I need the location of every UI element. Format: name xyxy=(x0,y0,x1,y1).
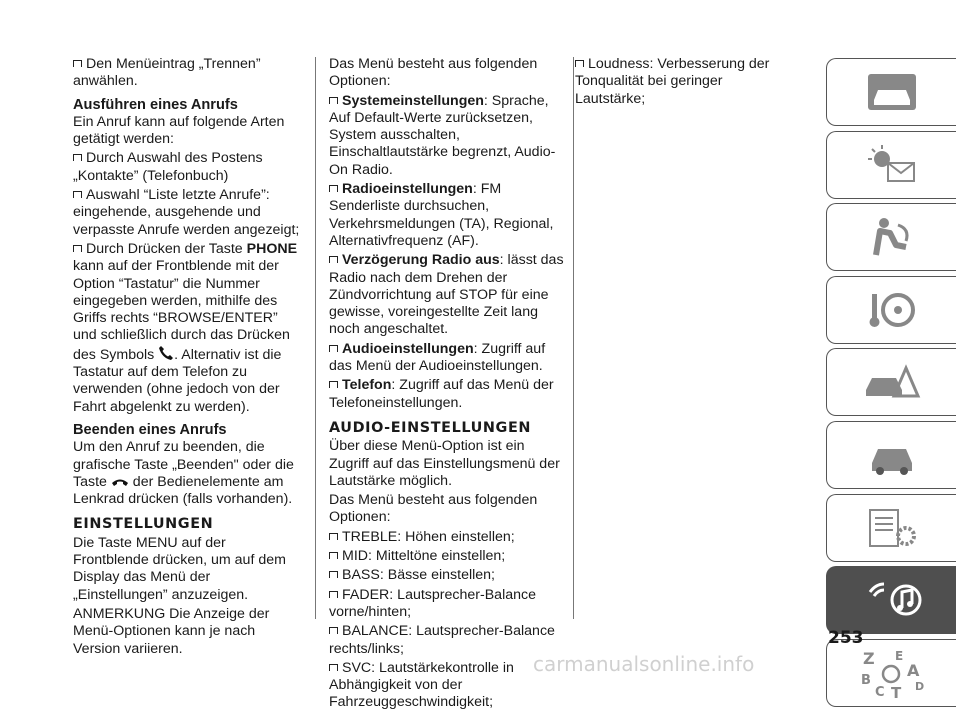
bullet-item: Systemeinstellungen: Sprache, Auf Default-Werte zurücksetzen, System ausschalten, Einschaltlautstärke begrenzt, Audio-On Radio. xyxy=(329,92,556,178)
multimedia-music-icon xyxy=(862,578,922,622)
bullet-item: SVC: Lautstärkekontrolle in Abhängigkeit von der Fahrzeuggeschwindigkeit; xyxy=(329,659,514,711)
tab-lights[interactable] xyxy=(826,131,956,199)
settings-document-icon xyxy=(862,506,922,550)
alphabetical-index-icon xyxy=(857,646,927,700)
bullet-icon xyxy=(73,191,82,198)
bullet-item: Radioeinstellungen: FM Senderliste durchsuchen, Verkehrsmeldungen (TA), Regional, Alternativfrequenz (AF). xyxy=(329,181,554,249)
bullet-icon xyxy=(329,571,338,578)
bullet-icon xyxy=(73,154,82,161)
bullet-icon xyxy=(329,664,338,671)
index-letter: Z xyxy=(862,648,875,668)
paragraph: Das Menü besteht aus folgenden Optionen: xyxy=(329,492,538,526)
heading-end-call: Beenden eines Anrufs xyxy=(73,421,227,438)
car-service-icon xyxy=(862,433,922,477)
tab-maintenance[interactable] xyxy=(826,421,956,489)
bullet-icon xyxy=(329,185,338,192)
bullet-item: Durch Drücken der Taste PHONE kann auf der Frontblende mit der Option “Tastatur” die Nummer eingegeben werden, mithilfe des Griffs rechts “BROWSE/ENTER” und schließlich durch das Drücken des Symbols . Alternativ ist die Tastatur auf dem Telefon zu verwenden (ohne jedoch von der Fahrt abgelenkt zu werden). xyxy=(73,240,298,415)
bullet-icon xyxy=(329,552,338,559)
bullet-item: MID: Mitteltöne einstellen; xyxy=(329,548,565,565)
bullet-icon xyxy=(329,533,338,540)
paragraph: Das Menü besteht aus folgenden Optionen: xyxy=(329,56,538,90)
tab-index[interactable] xyxy=(826,639,956,707)
column-1 xyxy=(73,56,303,660)
chapter-tabs xyxy=(826,58,956,711)
bullet-item: BALANCE: Lautsprecher-Balance rechts/links; xyxy=(329,623,555,657)
seat-airbag-icon xyxy=(862,215,922,259)
paragraph: Über diese Menü-Option ist ein Zugriff auf das Einstellungsmenü der Lautstärke möglich. xyxy=(329,438,560,489)
car-dashboard-icon xyxy=(862,70,922,114)
bullet-item: BASS: Bässe einstellen; xyxy=(329,567,565,584)
footer-watermark: carmanualsonline.info xyxy=(533,652,755,676)
bullet-icon xyxy=(329,97,338,104)
page-number: 253 xyxy=(828,628,864,648)
note-paragraph: ANMERKUNG Die Anzeige der Menü-Optionen kann je nach Version variieren. xyxy=(73,605,270,657)
heading-audio-settings: AUDIO-EINSTELLUNGEN xyxy=(329,419,532,436)
heading-settings: EINSTELLUNGEN xyxy=(73,516,214,533)
bullet-item: Verzögerung Radio aus: lässt das Radio nach dem Drehen der Zündvorrichtung auf STOP für eine gewisse, voreingestellte Zeit lang noch angeschaltet. xyxy=(329,252,564,338)
index-letter: A xyxy=(906,660,919,680)
bullet-item: Loudness: Verbesserung der Tonqualität bei geringer Lautstärke; xyxy=(575,56,770,107)
bullet-icon xyxy=(329,256,338,263)
bullet-icon xyxy=(329,345,338,352)
bullet-icon xyxy=(73,245,82,252)
index-letter: T xyxy=(890,683,901,700)
tab-multimedia[interactable] xyxy=(826,566,956,634)
tab-emergency[interactable] xyxy=(826,348,956,416)
bullet-icon xyxy=(329,591,338,598)
index-letter: D xyxy=(914,679,924,693)
bullet-item: FADER: Lautsprecher-Balance vorne/hinten; xyxy=(329,586,536,620)
tab-dashboard[interactable] xyxy=(826,58,956,126)
phone-call-icon xyxy=(158,345,174,361)
lights-envelope-icon xyxy=(862,143,922,187)
paragraph: Die Taste MENU auf der Frontblende drücken, um auf dem Display das Menü der „Einstellungen” anzuzeigen. xyxy=(73,534,286,603)
heading-make-call: Ausführen eines Anrufs xyxy=(73,96,238,113)
bullet-item: TREBLE: Höhen einstellen; xyxy=(329,529,565,546)
hang-up-icon xyxy=(111,476,129,488)
column-divider-2 xyxy=(573,57,574,619)
bullet-item: Audioeinstellungen: Zugriff auf das Menü der Audioeinstellungen. xyxy=(329,340,546,375)
tab-safety[interactable] xyxy=(826,203,956,271)
column-3 xyxy=(575,56,790,110)
bullet-icon xyxy=(73,60,82,67)
column-divider-1 xyxy=(315,57,316,619)
key-steering-wheel-icon xyxy=(862,288,922,332)
bullet-icon xyxy=(575,60,584,67)
bullet-icon xyxy=(329,627,338,634)
tab-starting[interactable] xyxy=(826,276,956,344)
bullet-item: Durch Auswahl des Postens „Kontakte” (Telefonbuch) xyxy=(73,150,263,184)
bullet-item: Auswahl “Liste letzte Anrufe”: eingehende, ausgehende und verpasste Anrufe werden angezeigt; xyxy=(73,187,300,238)
car-warning-triangle-icon xyxy=(862,360,922,404)
index-letter: C xyxy=(874,684,885,700)
tab-technical-data[interactable] xyxy=(826,494,956,562)
column-2 xyxy=(329,56,565,714)
paragraph: Den Menüeintrag „Trennen” anwählen. xyxy=(73,56,261,90)
paragraph: Um den Anruf zu beenden, die grafische Taste „Beenden" oder die Taste der Bedienelemente am Lenkrad drücken (falls vorhanden). xyxy=(73,439,294,508)
index-letter: B xyxy=(860,672,871,688)
bullet-icon xyxy=(329,381,338,388)
index-letter: E xyxy=(894,648,903,663)
paragraph: Ein Anruf kann auf folgende Arten getätigt werden: xyxy=(73,113,285,148)
bullet-item: Telefon: Zugriff auf das Menü der Telefoneinstellungen. xyxy=(329,377,554,411)
